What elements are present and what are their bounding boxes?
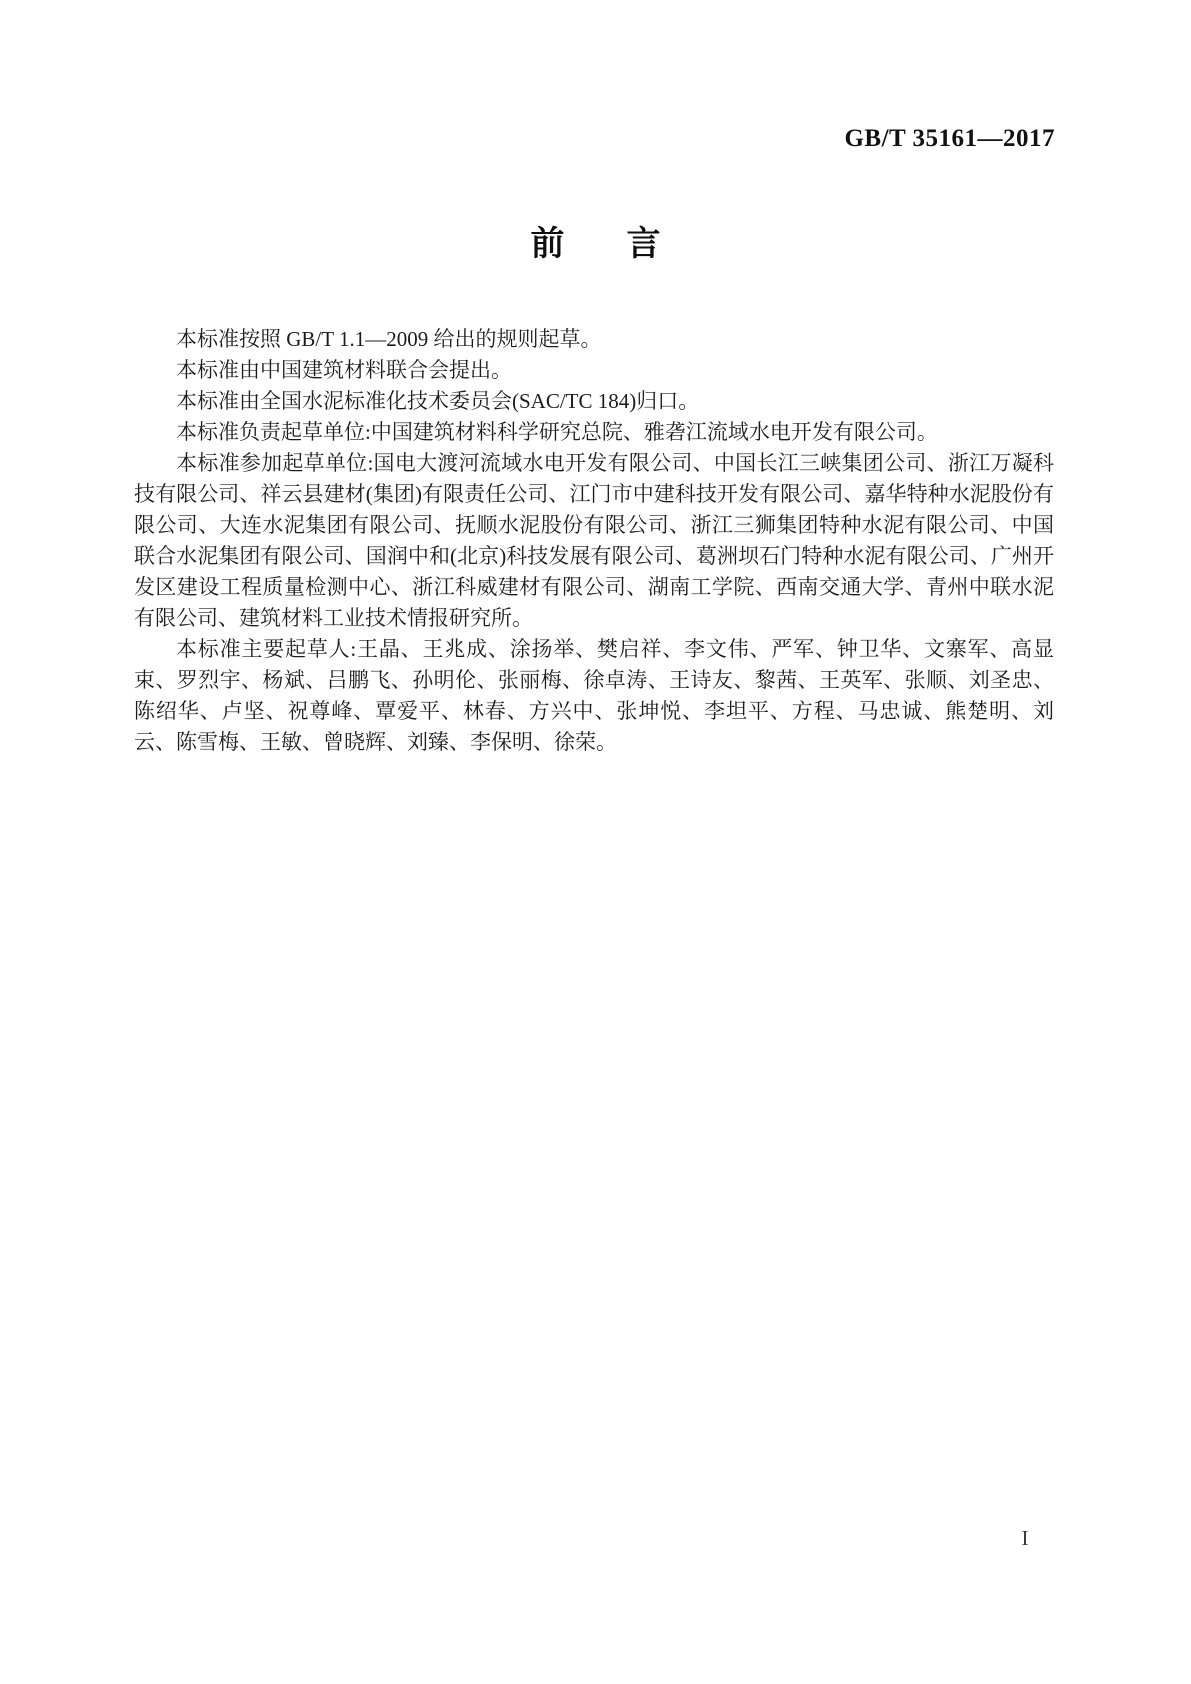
paragraph-drafting-rule: 本标准按照 GB/T 1.1—2009 给出的规则起草。 [176,327,602,351]
standard-number: GB/T 35161—2017 [844,125,1055,152]
page-footer [1001,1526,1049,1551]
page-number: I [1021,1526,1029,1550]
foreword-body [134,324,1054,758]
paragraph-centralized-by: 本标准由全国水泥标准化技术委员会(SAC/TC 184)归口。 [176,389,700,413]
paragraph-main-drafters: 本标准主要起草人:王晶、王兆成、涂扬举、樊启祥、李文伟、严军、钟卫华、文寨军、高显束、罗烈宇、杨斌、吕鹏飞、孙明伦、张丽梅、徐卓涛、王诗友、黎茜、王英军、张顺、刘圣忠、陈绍华、卢坚、祝尊峰、覃爱平、林春、方兴中、张坤悦、李坦平、方程、马忠诚、熊楚明、刘云、陈雪梅、王敏、曾晓辉、刘臻、李保明、徐荣。 [134,637,1054,754]
paragraph-proposed-by: 本标准由中国建筑材料联合会提出。 [176,358,512,382]
page-title [0,222,1191,266]
paragraph-participating-drafting-organizations: 本标准参加起草单位:国电大渡河流域水电开发有限公司、中国长江三峡集团公司、浙江万凝科技有限公司、祥云县建材(集团)有限责任公司、江门市中建科技开发有限公司、嘉华特种水泥股份有限公司、大连水泥集团有限公司、抚顺水泥股份有限公司、浙江三狮集团特种水泥有限公司、中国联合水泥集团有限公司、国润中和(北京)科技发展有限公司、葛洲坝石门特种水泥有限公司、广州开发区建设工程质量检测中心、浙江科威建材有限公司、湖南工学院、西南交通大学、青州中联水泥有限公司、建筑材料工业技术情报研究所。 [134,451,1054,630]
paragraph-chief-drafting-organizations: 本标准负责起草单位:中国建筑材料科学研究总院、雅砻江流域水电开发有限公司。 [176,420,938,444]
title-char-2: 言 [626,225,661,263]
standard-number-header [844,126,1055,152]
title-char-1: 前 [530,225,565,263]
